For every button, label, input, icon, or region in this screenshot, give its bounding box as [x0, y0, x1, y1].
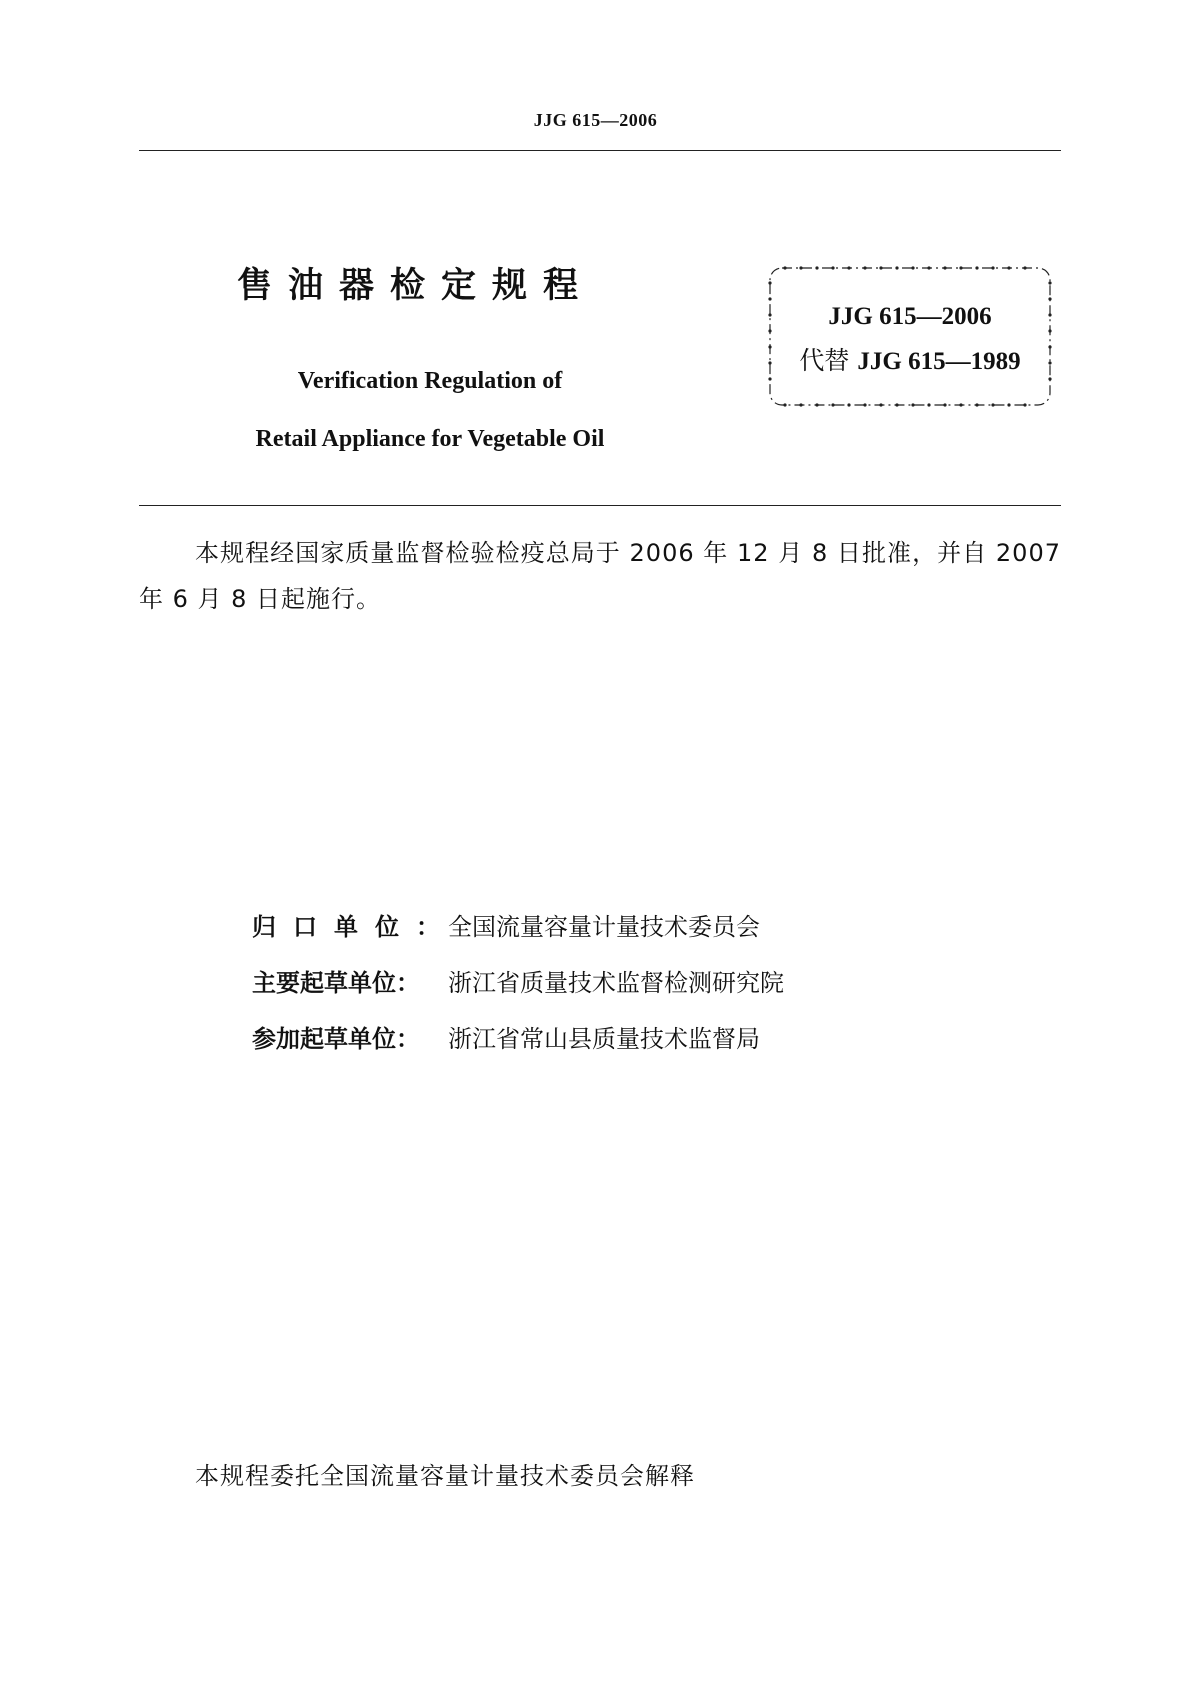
replaces-label: 代替: [799, 346, 850, 375]
unit-label: 参加起草单位：: [252, 1025, 420, 1053]
current-code-text: JJG 615—2006: [828, 303, 992, 330]
unit-value: 浙江省常山县质量技术监督局: [448, 1025, 760, 1053]
frame-dot: [783, 403, 786, 406]
current-standard-code: [765, 301, 1055, 331]
frame-dot: [943, 266, 946, 269]
unit-value: 全国流量容量计量技术委员会: [448, 913, 760, 941]
frame-dot: [879, 266, 882, 269]
frame-dot: [975, 403, 978, 406]
header-divider: [139, 150, 1061, 151]
frame-dot: [943, 403, 946, 406]
frame-dot: [847, 403, 850, 406]
unit-label: 归口单位：: [252, 913, 457, 941]
frame-dot: [911, 266, 914, 269]
unit-value: 浙江省质量技术监督检测研究院: [448, 969, 784, 997]
frame-dot: [847, 266, 850, 269]
unit-row-responsible: [252, 907, 784, 963]
frame-dot: [783, 266, 786, 269]
frame-dot: [895, 403, 898, 406]
frame-dot: [895, 266, 898, 269]
frame-dot: [799, 266, 802, 269]
drafting-units-list: [252, 907, 784, 1075]
decorative-dotted-frame: [765, 263, 1055, 410]
unit-row-participating-drafter: [252, 1019, 784, 1075]
frame-dot: [863, 266, 866, 269]
frame-dot: [1048, 281, 1051, 284]
document-title-english-line-1: Verification Regulation of: [297, 368, 563, 394]
standard-code-box: [765, 263, 1055, 410]
interpretation-note: 本规程委托全国流量容量计量技术委员会解释: [195, 1462, 695, 1490]
frame-dot: [1007, 266, 1010, 269]
frame-dot: [959, 266, 962, 269]
document-title-english-line-2: Retail Appliance for Vegetable Oil: [255, 426, 605, 452]
frame-dot: [831, 403, 834, 406]
page-header-code: JJG 615—2006: [533, 110, 658, 130]
frame-dot: [975, 266, 978, 269]
frame-dot: [768, 377, 771, 380]
frame-dot: [815, 403, 818, 406]
replaced-code-text: JJG 615—1989: [857, 348, 1021, 375]
title-divider: [139, 505, 1061, 506]
frame-dot: [768, 281, 771, 284]
frame-dot: [991, 266, 994, 269]
document-title-chinese: 售油器检定规程: [237, 266, 595, 306]
unit-label: 主要起草单位：: [252, 969, 420, 997]
frame-dot: [927, 266, 930, 269]
frame-dot: [1023, 403, 1026, 406]
frame-dot: [927, 403, 930, 406]
frame-dot: [831, 266, 834, 269]
frame-dot: [959, 403, 962, 406]
frame-dot: [911, 403, 914, 406]
frame-dot: [1023, 266, 1026, 269]
frame-dot: [1007, 403, 1010, 406]
frame-dot: [879, 403, 882, 406]
replaced-standard-line: [765, 341, 1055, 377]
frame-dot: [799, 403, 802, 406]
frame-dot: [863, 403, 866, 406]
frame-dot: [1048, 377, 1051, 380]
frame-dot: [991, 403, 994, 406]
approval-statement: 本规程经国家质量监督检验检疫总局于 2006 年 12 月 8 日批准，并自 2007 年 6 月 8 日起施行。: [139, 539, 1061, 613]
unit-row-main-drafter: [252, 963, 784, 1019]
frame-dot: [815, 266, 818, 269]
